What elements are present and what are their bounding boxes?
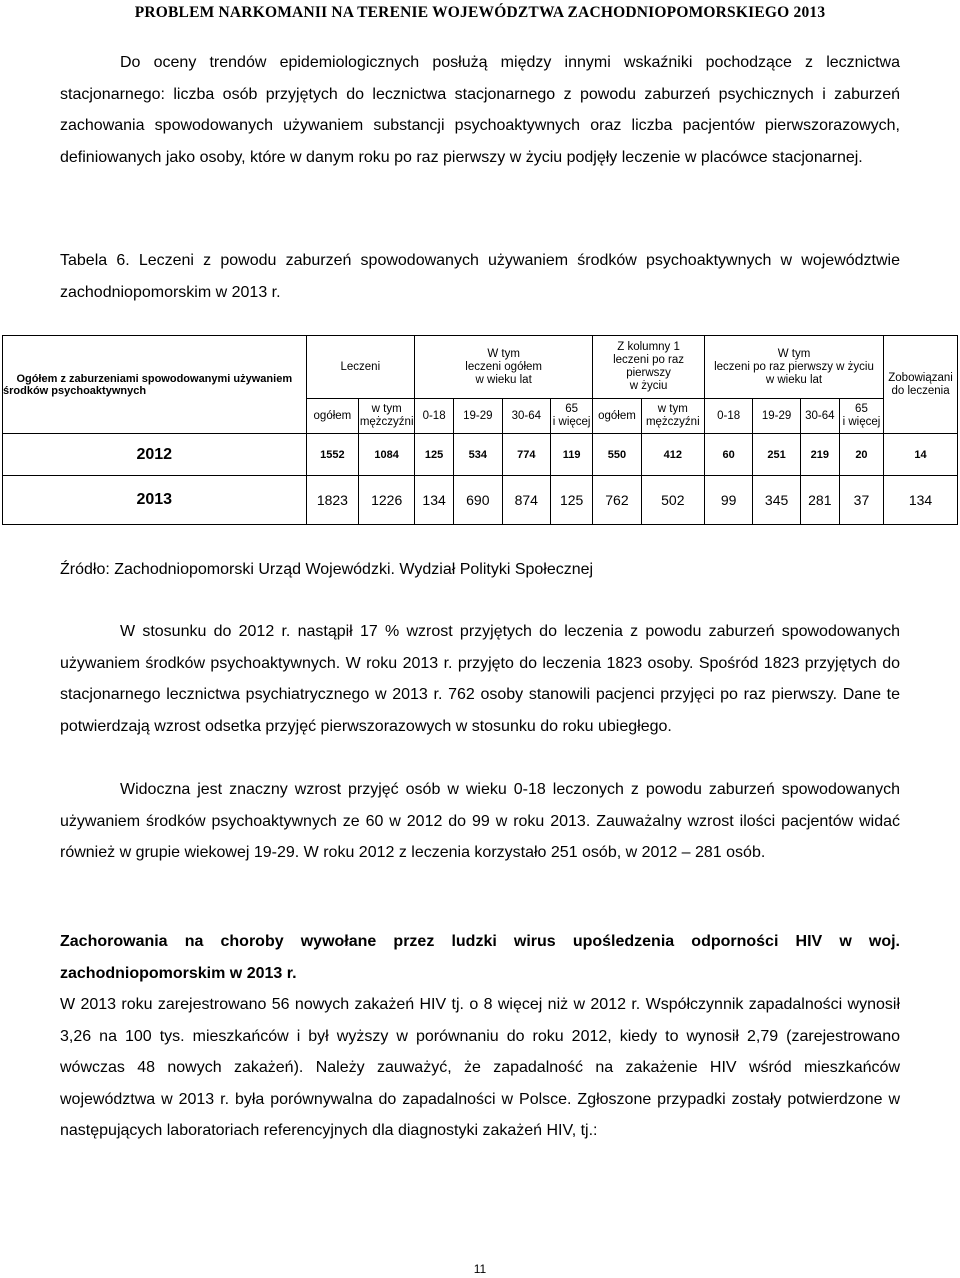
first-sub-men xyxy=(641,399,704,434)
sub-men-line: w tym xyxy=(371,403,402,415)
value-cell: 412 xyxy=(641,434,704,476)
age-65-line: i więcej xyxy=(552,416,591,428)
value-cell: 1823 xyxy=(306,476,359,525)
obligated-header xyxy=(884,336,958,434)
first-sub-men-line: mężczyźni xyxy=(645,416,700,428)
paragraph-2 xyxy=(60,616,900,742)
obligated-line: Zobowiązani xyxy=(888,371,953,384)
group-age-line: w wieku lat xyxy=(475,373,532,386)
first-age-30-64: 30-64 xyxy=(800,399,839,434)
first-age-19-29: 19-29 xyxy=(753,399,800,434)
value-cell: 1552 xyxy=(306,434,359,476)
group-first-age-line: leczeni po raz pierwszy w życiu xyxy=(714,360,874,373)
value-cell: 14 xyxy=(884,434,958,476)
group-age-line: leczeni ogółem xyxy=(465,360,543,373)
value-cell: 134 xyxy=(415,476,454,525)
group-first-age xyxy=(704,336,883,399)
value-cell: 774 xyxy=(502,434,550,476)
value-cell: 1226 xyxy=(359,476,415,525)
first-age-65-line: i więcej xyxy=(842,416,881,428)
page-header: PROBLEM NARKOMANII NA TERENIE WOJEWÓDZTWA ZACHODNIOPOMORSKIEGO 2013 xyxy=(134,4,826,21)
paragraph-3-text: Widoczna jest znaczny wzrost przyjęć osób w wieku 0-18 leczonych z powodu zaburzeń spowodowanych używaniem środków psychoaktywnych ze 60 w 2012 do 99 w roku 2013. Zauważalny wzrost ilości pacjentów widać również w grupie wiekowej 19-29. W roku 2012 z leczenia korzystało 251 osób, w 2012 – 281 osób. xyxy=(60,781,900,861)
paragraph-2-text: W stosunku do 2012 r. nastąpił 17 % wzrost przyjętych do leczenia z powodu zaburzeń spowodowanych używaniem środków psychoaktywnych. W roku 2013 r. przyjęto do leczenia 1823 osoby. Spośród 1823 przyjętych do stacjonarnego lecznictwa psychiatrycznego w 2013 r. 762 osoby stanowili pacjenci przyjęci po raz pierwszy. Dane te potwierdzają wzrost odsetka przyjęć pierwszorazowych w stosunku do roku ubiegłego. xyxy=(60,623,900,735)
value-cell: 534 xyxy=(454,434,502,476)
hiv-paragraph: W 2013 roku zarejestrowano 56 nowych zakażeń HIV tj. o 8 więcej niż w 2012 r. Współczynnik zapadalności wynosił 3,26 na 100 tys. mieszkańców i był wyższy w porównaniu do roku 2012, kiedy to wynosił 2,79 (zarejestrowano wówczas 48 nowych zakażeń). Należy zauważyć, że zapadalność na zakażenie HIV wśród mieszkańców województwa w 2013 r. była porównywalna do zapadalności w Polsce. Zgłoszone przypadki zostały potwierdzone w następujących laboratoriach referencyjnych dla diagnostyki zakażeń HIV, tj.: xyxy=(60,996,900,1139)
value-cell: 762 xyxy=(593,476,641,525)
value-cell: 251 xyxy=(753,434,800,476)
value-cell: 125 xyxy=(415,434,454,476)
patients-table xyxy=(2,335,958,525)
value-cell: 502 xyxy=(641,476,704,525)
hiv-heading: Zachorowania na choroby wywołane przez ludzki wirus upośledzenia odporności HIV w woj. zachodniopomorskim w 2013 r. xyxy=(60,933,900,982)
obligated-line: do leczenia xyxy=(891,384,950,397)
page-number: 11 xyxy=(473,1262,487,1276)
row-header-cell: Ogółem z zaburzeniami spowodowanymi używaniem środków psychoaktywnych xyxy=(3,336,307,434)
value-cell: 1084 xyxy=(359,434,415,476)
value-cell: 60 xyxy=(704,434,752,476)
source-note: Źródło: Zachodniopomorski Urząd Wojewódzki. Wydział Polityki Społecznej xyxy=(60,561,594,578)
age-0-18: 0-18 xyxy=(415,399,454,434)
table-caption: Tabela 6. Leczeni z powodu zaburzeń spowodowanych używaniem środków psychoaktywnych w województwie zachodniopomorskim w 2013 r. xyxy=(60,252,900,301)
year-cell: 2013 xyxy=(3,476,307,525)
value-cell: 99 xyxy=(704,476,752,525)
value-cell: 119 xyxy=(551,434,593,476)
age-19-29: 19-29 xyxy=(454,399,502,434)
value-cell: 345 xyxy=(753,476,800,525)
age-30-64: 30-64 xyxy=(502,399,550,434)
year-cell: 2012 xyxy=(3,434,307,476)
group-first-line: leczeni po raz xyxy=(613,354,685,366)
first-age-65-plus xyxy=(839,399,883,434)
value-cell: 219 xyxy=(800,434,839,476)
first-age-65-line: 65 xyxy=(855,403,868,415)
age-65-line: 65 xyxy=(565,403,579,415)
value-cell: 550 xyxy=(593,434,641,476)
first-age-0-18: 0-18 xyxy=(704,399,752,434)
table-row xyxy=(3,434,958,476)
group-age-line: W tym xyxy=(487,347,520,360)
value-cell: 134 xyxy=(884,476,958,525)
table-row xyxy=(3,476,958,525)
group-first-line: w życiu xyxy=(629,380,668,392)
paragraph-3 xyxy=(60,774,900,869)
value-cell: 690 xyxy=(454,476,502,525)
intro-text: Do oceny trendów epidemiologicznych posłużą między innymi wskaźniki pochodzące z lecznictwa stacjonarnego: liczba osób przyjętych do lecznictwa stacjonarnego z powodu zaburzeń psychicznych i zaburzeń zachowania spowodowanych używaniem substancji psychoaktywnych oraz liczba pacjentów pierwszorazowych, definiowanych jako osoby, które w danym roku po raz pierwszy w życiu podjęły leczenie w placówce stacjonarnej. xyxy=(60,54,900,166)
sub-men-line: mężczyźni xyxy=(359,416,414,428)
value-cell: 20 xyxy=(839,434,883,476)
value-cell: 125 xyxy=(551,476,593,525)
value-cell: 281 xyxy=(800,476,839,525)
age-65-plus xyxy=(551,399,593,434)
group-first-age-line: w wieku lat xyxy=(765,373,823,386)
first-sub-men-line: w tym xyxy=(657,403,688,415)
group-first-line: Z kolumny 1 xyxy=(617,341,680,353)
value-cell: 37 xyxy=(839,476,883,525)
sub-men xyxy=(359,399,415,434)
group-leczeni: Leczeni xyxy=(306,336,415,399)
first-sub-total: ogółem xyxy=(593,399,641,434)
sub-total: ogółem xyxy=(306,399,359,434)
intro-paragraph xyxy=(60,47,900,173)
group-first-line: pierwszy xyxy=(626,367,671,379)
value-cell: 874 xyxy=(502,476,550,525)
group-first xyxy=(593,336,705,399)
group-first-age-line: W tym xyxy=(777,347,811,360)
group-age xyxy=(415,336,593,399)
table-header-row-1 xyxy=(3,336,958,399)
